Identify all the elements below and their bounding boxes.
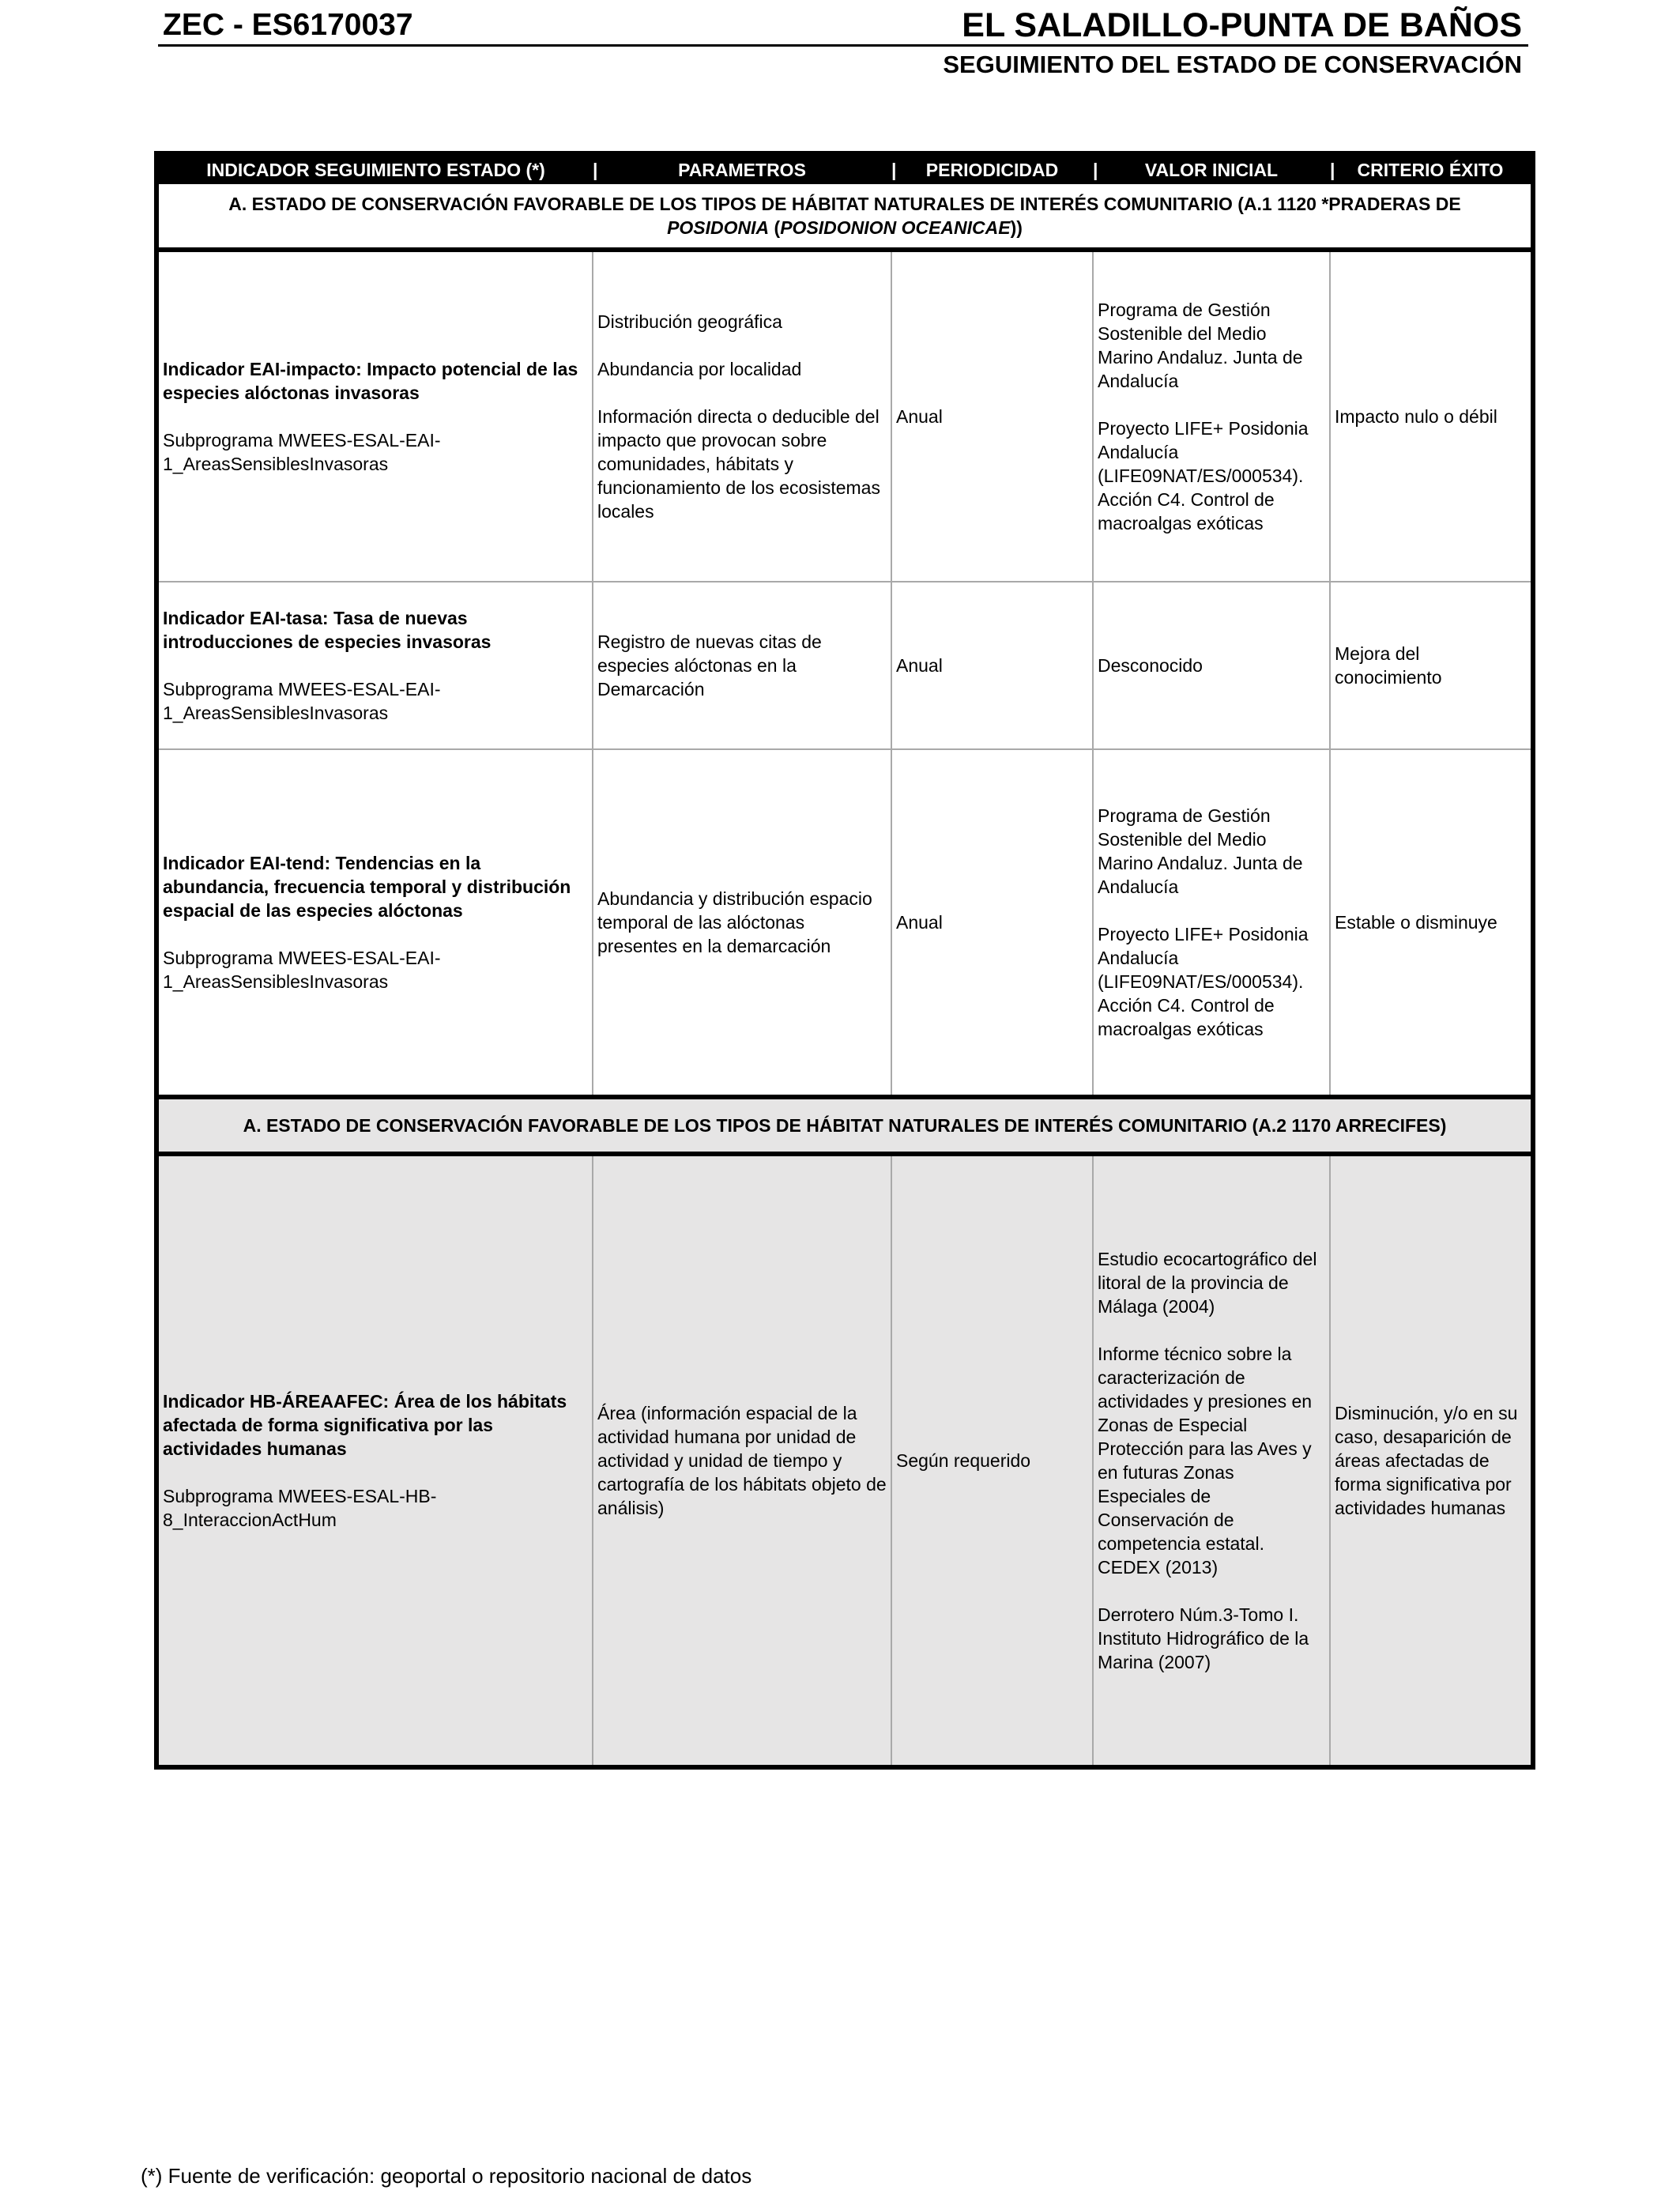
column-separator: | (891, 160, 897, 180)
subprogram: Subprograma MWEES-ESAL-EAI-1_AreasSensiblesInvasoras (163, 679, 441, 723)
indicator-title: Indicador EAI-tasa: Tasa de nuevas introducciones de especies invasoras (163, 608, 492, 652)
subprogram: Subprograma MWEES-ESAL-EAI-1_AreasSensiblesInvasoras (163, 948, 441, 992)
section-title-text: ( (769, 217, 781, 238)
parameter-item: Abundancia por localidad (597, 359, 802, 379)
indicator-title: Indicador HB-ÁREAAFEC: Área de los hábitats afectada de forma significativa por las actividades humanas (163, 1391, 567, 1459)
initial-value-item: Programa de Gestión Sostenible del Medio Marino Andaluz. Junta de Andalucía (1098, 300, 1303, 391)
section-title: A. ESTADO DE CONSERVACIÓN FAVORABLE DE LOS TIPOS DE HÁBITAT NATURALES DE INTERÉS COMUNITARIO (A.2 1170 ARRECIFES) (156, 1097, 1533, 1154)
page-subtitle: SEGUIMIENTO DEL ESTADO DE CONSERVACIÓN (943, 51, 1522, 78)
periodicity-cell: Anual (891, 749, 1093, 1097)
table-row (156, 582, 1533, 749)
column-header-label: PERIODICIDAD (925, 160, 1059, 180)
parameter-item: Distribución geográfica (597, 311, 782, 332)
indicator-cell (156, 582, 593, 749)
table-row (156, 749, 1533, 1097)
column-separator: | (1093, 160, 1098, 180)
parameters-cell (593, 749, 891, 1097)
column-separator: | (593, 160, 598, 180)
initial-value-item: Programa de Gestión Sostenible del Medio Marino Andaluz. Junta de Andalucía (1098, 805, 1303, 897)
periodicity-cell: Según requerido (891, 1154, 1093, 1767)
success-criterion-cell: Disminución, y/o en su caso, desaparición de áreas afectadas de forma significativa por actividades humanas (1330, 1154, 1533, 1767)
column-header-success (1330, 153, 1533, 184)
initial-value-item: Desconocido (1098, 655, 1203, 676)
initial-value-item: Informe técnico sobre la caracterización de actividades y presiones en Zonas de Especial Protección para las Aves y en futuras Zonas Especiales de Conservación de competencia estatal. CEDEX (2013) (1098, 1344, 1313, 1578)
subprogram: Subprograma MWEES-ESAL-EAI-1_AreasSensiblesInvasoras (163, 430, 441, 474)
indicator-cell (156, 250, 593, 582)
column-header-periodicity (891, 153, 1093, 184)
initial-value-cell (1093, 749, 1330, 1097)
section-title-italic: POSIDONIA (667, 217, 770, 238)
column-header-row (156, 153, 1533, 184)
column-header-label: CRITERIO ÉXITO (1357, 160, 1504, 180)
initial-value-cell (1093, 582, 1330, 749)
initial-value-cell (1093, 250, 1330, 582)
section-title-text: )) (1010, 217, 1023, 238)
success-criterion-cell: Estable o disminuye (1330, 749, 1533, 1097)
table-row (156, 250, 1533, 582)
column-header-label: VALOR INICIAL (1144, 160, 1279, 180)
initial-value-item: Proyecto LIFE+ Posidonia Andalucía (LIFE09NAT/ES/000534). Acción C4. Control de macroalgas exóticas (1098, 418, 1309, 533)
subprogram: Subprograma MWEES-ESAL-HB-8_InteraccionActHum (163, 1486, 437, 1530)
footnote: (*) Fuente de verificación: geoportal o repositorio nacional de datos (141, 2164, 752, 2188)
section-row (156, 184, 1533, 250)
section-title (156, 184, 1533, 250)
section-row (156, 1097, 1533, 1154)
parameters-cell (593, 1154, 891, 1767)
table-row (156, 1154, 1533, 1767)
parameters-cell (593, 250, 891, 582)
periodicity-cell: Anual (891, 582, 1093, 749)
section-title-italic: POSIDONION OCEANICAE (780, 217, 1011, 238)
site-code: ZEC - ES6170037 (163, 8, 413, 42)
column-header-parameters (593, 153, 891, 184)
indicator-cell (156, 749, 593, 1097)
success-criterion-cell: Mejora del conocimiento (1330, 582, 1533, 749)
parameter-item: Área (información espacial de la actividad humana por unidad de actividad y unidad de tiempo y cartografía de los hábitats objeto de análisis) (597, 1403, 887, 1518)
column-separator: | (1330, 160, 1335, 180)
initial-value-cell (1093, 1154, 1330, 1767)
indicator-title: Indicador EAI-impacto: Impacto potencial de las especies alóctonas invasoras (163, 359, 578, 403)
header-rule (158, 44, 1528, 47)
parameter-item: Información directa o deducible del impacto que provocan sobre comunidades, hábitats y funcionamiento de los ecosistemas locales (597, 406, 880, 522)
indicator-title: Indicador EAI-tend: Tendencias en la abundancia, frecuencia temporal y distribución espacial de las especies alóctonas (163, 853, 571, 921)
initial-value-item: Proyecto LIFE+ Posidonia Andalucía (LIFE09NAT/ES/000534). Acción C4. Control de macroalgas exóticas (1098, 924, 1309, 1039)
column-header-indicator: INDICADOR SEGUIMIENTO ESTADO (*) (156, 153, 593, 184)
column-header-label: PARAMETROS (678, 160, 806, 180)
initial-value-item: Estudio ecocartográfico del litoral de la provincia de Málaga (2004) (1098, 1249, 1317, 1317)
site-name: EL SALADILLO-PUNTA DE BAÑOS (962, 6, 1522, 44)
column-header-initial-value (1093, 153, 1330, 184)
parameter-item: Registro de nuevas citas de especies alóctonas en la Demarcación (597, 631, 822, 699)
indicator-cell (156, 1154, 593, 1767)
initial-value-item: Derrotero Núm.3-Tomo I. Instituto Hidrográfico de la Marina (2007) (1098, 1604, 1309, 1672)
success-criterion-cell: Impacto nulo o débil (1330, 250, 1533, 582)
monitoring-table (154, 151, 1535, 1770)
parameters-cell (593, 582, 891, 749)
parameter-item: Abundancia y distribución espacio temporal de las alóctonas presentes en la demarcación (597, 888, 872, 956)
periodicity-cell: Anual (891, 250, 1093, 582)
section-title-line: A. ESTADO DE CONSERVACIÓN FAVORABLE DE LOS TIPOS DE HÁBITAT NATURALES DE INTERÉS COMUNITARIO (A.1 1120 *PRADERAS DE (228, 194, 1461, 214)
